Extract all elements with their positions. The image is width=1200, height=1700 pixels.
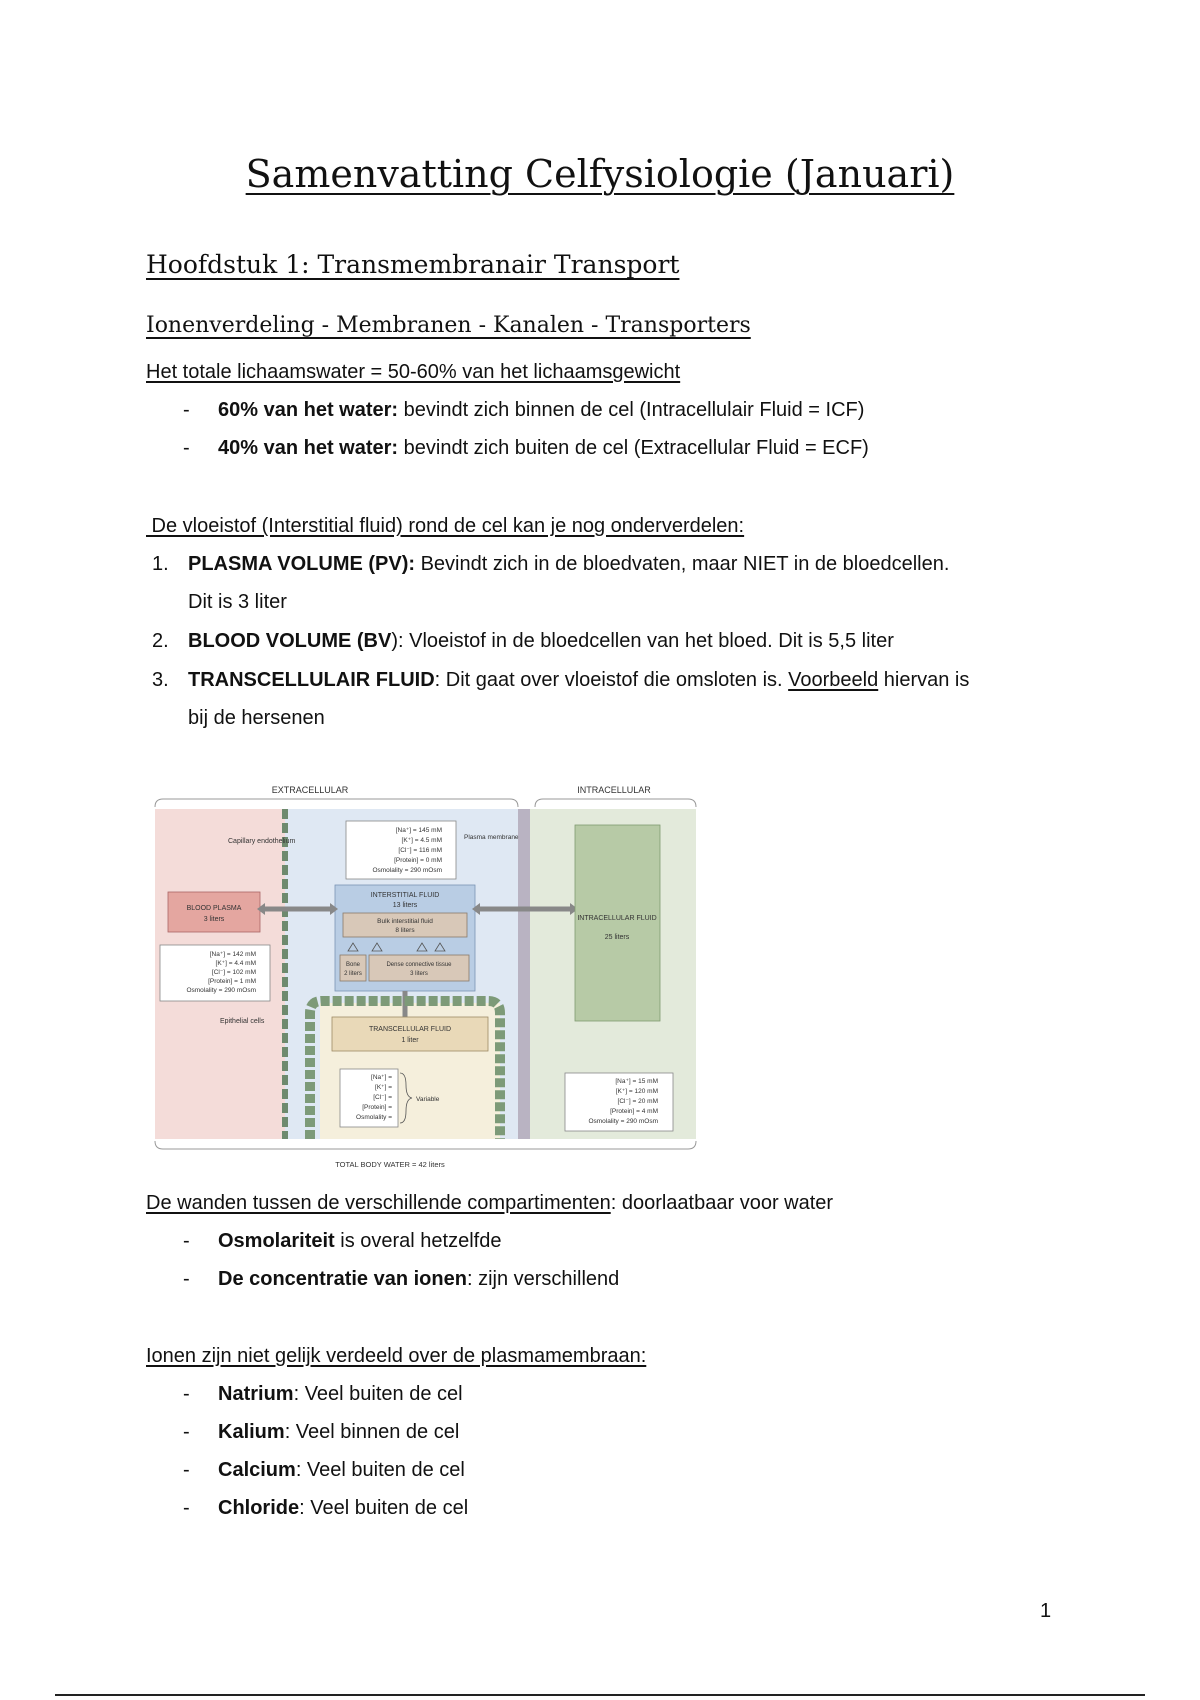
ion-value: [K⁺] = 4.5 mM	[401, 837, 442, 844]
bullet-dash: -	[183, 1383, 190, 1405]
bullet-dash: -	[183, 1421, 190, 1443]
list-item: Natrium: Veel buiten de cel	[218, 1383, 463, 1405]
plasma-membrane-label: Plasma membrane	[464, 834, 519, 841]
bullet-dash: -	[183, 399, 190, 421]
list-number: 3.	[152, 669, 169, 691]
list-number: 1.	[152, 553, 169, 575]
list-item: PLASMA VOLUME (PV): Bevindt zich in de bloedvaten, maar NIET in de bloedcellen.	[188, 553, 950, 575]
ions-intro: Ionen zijn niet gelijk verdeeld over de plasmamembraan:	[146, 1345, 647, 1367]
ion-value: [Cl⁻] = 116 mM	[398, 847, 442, 854]
transcellular-label: TRANSCELLULAR FLUID	[368, 1026, 452, 1033]
list-item: TRANSCELLULAIR FLUID: Dit gaat over vloeistof die omsloten is. Voorbeeld hiervan is	[188, 669, 970, 691]
blood-plasma-volume: 3 liters	[203, 916, 225, 923]
ion-value: [Na⁺] = 15 mM	[615, 1078, 658, 1085]
walls-intro: De wanden tussen de verschillende compartimenten: doorlaatbaar voor water	[146, 1192, 834, 1214]
list-item: Osmolariteit is overal hetzelfde	[218, 1230, 502, 1252]
capillary-label: Capillary endothelium	[228, 838, 296, 845]
list-item: De concentratie van ionen: zijn verschillend	[218, 1268, 620, 1290]
ion-value: Osmolality = 290 mOsm	[588, 1118, 658, 1125]
list-number: 2.	[152, 630, 169, 652]
transcellular-volume: 1 liter	[401, 1037, 419, 1044]
ion-value: [Protein] =	[362, 1104, 392, 1111]
water-intro: Het totale lichaamswater = 50-60% van het lichaamsgewicht	[146, 361, 681, 383]
list-item: 60% van het water: bevindt zich binnen de cel (Intracellulair Fluid = ICF)	[218, 399, 865, 421]
bullet-dash: -	[183, 1497, 190, 1519]
epithelial-label: Epithelial cells	[220, 1018, 265, 1025]
page-number: 1	[1040, 1600, 1052, 1622]
body-water-compartments-diagram	[150, 785, 698, 1177]
chapter-heading: Hoofdstuk 1: Transmembranair Transport	[146, 250, 680, 279]
total-body-water-label: TOTAL BODY WATER = 42 liters	[335, 1160, 445, 1169]
ion-value: Osmolality =	[356, 1114, 392, 1121]
ion-value: [Na⁺] =	[371, 1074, 392, 1081]
list-item-continuation: Dit is 3 liter	[188, 591, 287, 613]
list-item: Kalium: Veel binnen de cel	[218, 1421, 460, 1443]
bone-volume: 2 liters	[344, 971, 362, 977]
intracellular-label: INTRACELLULAR	[577, 785, 651, 795]
dense-label: Dense connective tissue	[386, 962, 452, 968]
interstitial-volume: 13 liters	[392, 902, 418, 909]
bullet-dash: -	[183, 1268, 190, 1290]
ion-value: [Na⁺] = 142 mM	[209, 951, 256, 958]
blood-plasma-label: BLOOD PLASMA	[186, 905, 242, 912]
icf-volume: 25 liters	[604, 934, 630, 941]
ion-value: [Protein] = 4 mM	[610, 1108, 658, 1115]
page-bottom-divider	[55, 1694, 1145, 1696]
bulk-volume: 8 liters	[395, 927, 415, 934]
ion-value: [Na⁺] = 145 mM	[395, 827, 442, 834]
list-item: 40% van het water: bevindt zich buiten de cel (Extracellular Fluid = ECF)	[218, 437, 869, 459]
dense-volume: 3 liters	[410, 971, 428, 977]
bullet-dash: -	[183, 1230, 190, 1252]
ion-value: [K⁺] = 4.4 mM	[215, 960, 256, 967]
ion-value: [Cl⁻] =	[373, 1094, 392, 1101]
page-title: Samenvatting Celfysiologie (Januari)	[245, 152, 955, 196]
bone-label: Bone	[345, 962, 361, 968]
list-item-continuation: bij de hersenen	[188, 707, 325, 729]
interstitial-label: INTERSTITIAL FLUID	[370, 892, 440, 899]
ion-value: [Cl⁻] = 102 mM	[211, 969, 256, 976]
icf-label: INTRACELLULAR FLUID	[577, 915, 657, 922]
ion-value: [K⁺] =	[375, 1084, 392, 1091]
extracellular-label: EXTRACELLULAR	[271, 785, 349, 795]
list-item: Calcium: Veel buiten de cel	[218, 1459, 465, 1481]
section-heading: Ionenverdeling - Membranen - Kanalen - Transporters	[146, 313, 751, 338]
variable-label: Variable	[416, 1096, 440, 1103]
list-item: Chloride: Veel buiten de cel	[218, 1497, 469, 1519]
ion-value: [K⁺] = 120 mM	[615, 1088, 658, 1095]
ion-value: Osmolality = 290 mOsm	[186, 987, 256, 994]
bulk-label: Bulk interstitial fluid	[377, 918, 433, 925]
ion-value: Osmolality = 290 mOsm	[372, 867, 442, 874]
ion-value: [Cl⁻] = 20 mM	[617, 1098, 658, 1105]
list-item: BLOOD VOLUME (BV): Vloeistof in de bloedcellen van het bloed. Dit is 5,5 liter	[188, 630, 894, 652]
ion-value: [Protein] = 1 mM	[208, 978, 256, 985]
fluid-intro: De vloeistof (Interstitial fluid) rond de cel kan je nog onderverdelen:	[146, 515, 745, 537]
ion-value: [Protein] = 0 mM	[394, 857, 442, 864]
bullet-dash: -	[183, 437, 190, 459]
bullet-dash: -	[183, 1459, 190, 1481]
